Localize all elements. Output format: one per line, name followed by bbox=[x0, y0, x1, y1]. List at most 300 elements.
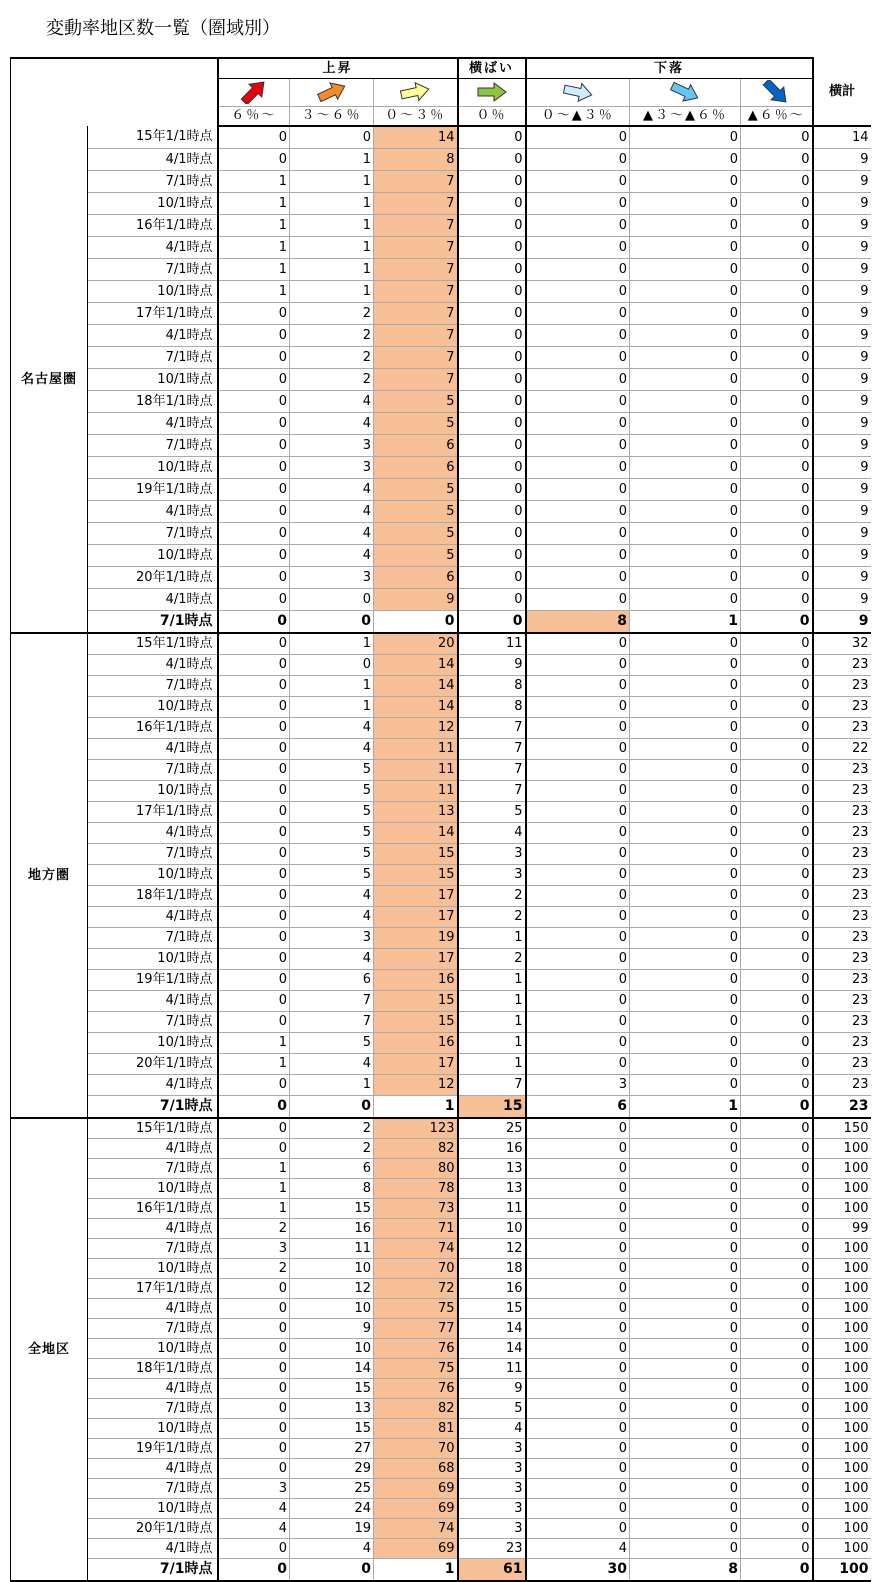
value-cell: 72 bbox=[374, 1278, 458, 1298]
value-cell: 3 bbox=[458, 843, 526, 864]
total-cell: 100 bbox=[813, 1358, 871, 1378]
total-cell: 9 bbox=[813, 214, 871, 236]
table-row bbox=[11, 1238, 871, 1258]
value-cell: 0 bbox=[526, 1258, 630, 1278]
value-cell: 0 bbox=[630, 654, 741, 675]
value-cell: 13 bbox=[458, 1178, 526, 1198]
value-cell: 9 bbox=[458, 654, 526, 675]
value-cell: 3 bbox=[290, 566, 374, 588]
value-cell: 0 bbox=[526, 675, 630, 696]
date-label: 15年1/1時点 bbox=[88, 126, 218, 148]
value-cell: 0 bbox=[630, 1011, 741, 1032]
value-cell: 7 bbox=[374, 258, 458, 280]
value-cell: 0 bbox=[218, 324, 290, 346]
date-label: 7/1時点 bbox=[88, 434, 218, 456]
value-cell: 0 bbox=[218, 566, 290, 588]
arrow-right-icon bbox=[475, 80, 509, 104]
value-cell: 0 bbox=[526, 522, 630, 544]
value-cell: 1 bbox=[290, 148, 374, 170]
date-label: 7/1時点 bbox=[88, 1318, 218, 1338]
value-cell: 0 bbox=[741, 1095, 813, 1118]
value-cell: 0 bbox=[526, 1032, 630, 1053]
date-label: 19年1/1時点 bbox=[88, 969, 218, 990]
value-cell: 4 bbox=[290, 544, 374, 566]
date-label: 10/1時点 bbox=[88, 368, 218, 390]
date-label: 4/1時点 bbox=[88, 1298, 218, 1318]
value-cell: 11 bbox=[458, 1358, 526, 1378]
arrow-header-cell bbox=[290, 78, 374, 106]
date-label: 18年1/1時点 bbox=[88, 390, 218, 412]
value-cell: 77 bbox=[374, 1318, 458, 1338]
value-cell: 5 bbox=[290, 843, 374, 864]
value-cell: 0 bbox=[218, 864, 290, 885]
table-row bbox=[11, 1538, 871, 1558]
value-cell: 0 bbox=[218, 1095, 290, 1118]
header-rise: 上昇 bbox=[218, 58, 458, 78]
value-cell: 2 bbox=[458, 948, 526, 969]
value-cell: 0 bbox=[526, 1458, 630, 1478]
value-cell: 0 bbox=[630, 801, 741, 822]
value-cell: 69 bbox=[374, 1498, 458, 1518]
table-row bbox=[11, 1118, 871, 1138]
value-cell: 8 bbox=[630, 1558, 741, 1581]
value-cell: 24 bbox=[290, 1498, 374, 1518]
value-cell: 0 bbox=[526, 170, 630, 192]
value-cell: 0 bbox=[458, 412, 526, 434]
value-cell: 15 bbox=[290, 1378, 374, 1398]
value-cell: 0 bbox=[741, 192, 813, 214]
range-header: ３～６％ bbox=[290, 106, 374, 126]
value-cell: 15 bbox=[290, 1418, 374, 1438]
total-cell: 23 bbox=[813, 759, 871, 780]
value-cell: 0 bbox=[526, 1218, 630, 1238]
value-cell: 0 bbox=[741, 588, 813, 610]
table-row bbox=[11, 544, 871, 566]
table-row bbox=[11, 302, 871, 324]
value-cell: 0 bbox=[630, 948, 741, 969]
total-cell: 100 bbox=[813, 1458, 871, 1478]
value-cell: 69 bbox=[374, 1538, 458, 1558]
value-cell: 4 bbox=[458, 1418, 526, 1438]
value-cell: 0 bbox=[741, 126, 813, 148]
value-cell: 0 bbox=[458, 126, 526, 148]
value-cell: 15 bbox=[374, 843, 458, 864]
value-cell: 14 bbox=[374, 126, 458, 148]
value-cell: 0 bbox=[218, 302, 290, 324]
value-cell: 0 bbox=[630, 906, 741, 927]
value-cell: 3 bbox=[458, 864, 526, 885]
value-cell: 0 bbox=[630, 1498, 741, 1518]
value-cell: 0 bbox=[630, 412, 741, 434]
value-cell: 0 bbox=[218, 1418, 290, 1438]
date-label: 7/1時点 bbox=[88, 1095, 218, 1118]
value-cell: 0 bbox=[218, 412, 290, 434]
value-cell: 0 bbox=[526, 302, 630, 324]
value-cell: 0 bbox=[630, 1158, 741, 1178]
value-cell: 0 bbox=[630, 1258, 741, 1278]
value-cell: 0 bbox=[741, 214, 813, 236]
table-row bbox=[11, 478, 871, 500]
total-cell: 9 bbox=[813, 148, 871, 170]
total-cell: 100 bbox=[813, 1318, 871, 1338]
total-cell: 23 bbox=[813, 1053, 871, 1074]
value-cell: 0 bbox=[218, 1298, 290, 1318]
value-cell: 71 bbox=[374, 1218, 458, 1238]
value-cell: 0 bbox=[218, 780, 290, 801]
value-cell: 73 bbox=[374, 1198, 458, 1218]
value-cell: 0 bbox=[526, 236, 630, 258]
value-cell: 23 bbox=[458, 1538, 526, 1558]
value-cell: 5 bbox=[290, 780, 374, 801]
value-cell: 27 bbox=[290, 1438, 374, 1458]
value-cell: 0 bbox=[741, 148, 813, 170]
table-row bbox=[11, 927, 871, 948]
table-row bbox=[11, 1178, 871, 1198]
value-cell: 0 bbox=[630, 1218, 741, 1238]
value-cell: 0 bbox=[526, 1478, 630, 1498]
value-cell: 0 bbox=[218, 948, 290, 969]
total-cell: 9 bbox=[813, 302, 871, 324]
table-row bbox=[11, 324, 871, 346]
total-cell: 9 bbox=[813, 368, 871, 390]
value-cell: 0 bbox=[741, 1032, 813, 1053]
value-cell: 6 bbox=[374, 566, 458, 588]
table-row bbox=[11, 522, 871, 544]
value-cell: 0 bbox=[741, 324, 813, 346]
value-cell: 0 bbox=[630, 1298, 741, 1318]
value-cell: 1 bbox=[458, 990, 526, 1011]
value-cell: 0 bbox=[741, 1178, 813, 1198]
value-cell: 0 bbox=[526, 434, 630, 456]
value-cell: 0 bbox=[630, 633, 741, 654]
value-cell: 0 bbox=[218, 1558, 290, 1581]
value-cell: 0 bbox=[526, 1278, 630, 1298]
date-label: 16年1/1時点 bbox=[88, 214, 218, 236]
value-cell: 0 bbox=[741, 1518, 813, 1538]
value-cell: 4 bbox=[290, 390, 374, 412]
value-cell: 0 bbox=[458, 610, 526, 633]
table-row bbox=[11, 390, 871, 412]
total-cell: 9 bbox=[813, 544, 871, 566]
value-cell: 0 bbox=[741, 1238, 813, 1258]
date-label: 7/1時点 bbox=[88, 610, 218, 633]
arrow-up-slight-icon bbox=[398, 80, 432, 104]
value-cell: 0 bbox=[218, 822, 290, 843]
table-row bbox=[11, 969, 871, 990]
value-cell: 0 bbox=[526, 1178, 630, 1198]
date-label: 4/1時点 bbox=[88, 906, 218, 927]
table-row bbox=[11, 148, 871, 170]
value-cell: 69 bbox=[374, 1478, 458, 1498]
table-row bbox=[11, 566, 871, 588]
value-cell: 11 bbox=[374, 759, 458, 780]
value-cell: 4 bbox=[218, 1518, 290, 1538]
value-cell: 9 bbox=[290, 1318, 374, 1338]
value-cell: 0 bbox=[630, 696, 741, 717]
total-cell: 9 bbox=[813, 610, 871, 633]
value-cell: 6 bbox=[374, 434, 458, 456]
value-cell: 76 bbox=[374, 1338, 458, 1358]
value-cell: 0 bbox=[630, 1318, 741, 1338]
date-label: 7/1時点 bbox=[88, 1158, 218, 1178]
value-cell: 1 bbox=[630, 610, 741, 633]
value-cell: 0 bbox=[741, 843, 813, 864]
value-cell: 17 bbox=[374, 948, 458, 969]
value-cell: 3 bbox=[458, 1478, 526, 1498]
value-cell: 0 bbox=[458, 280, 526, 302]
value-cell: 25 bbox=[458, 1118, 526, 1138]
value-cell: 0 bbox=[526, 412, 630, 434]
header-fall: 下落 bbox=[526, 58, 813, 78]
value-cell: 0 bbox=[526, 566, 630, 588]
total-cell: 23 bbox=[813, 864, 871, 885]
table-row bbox=[11, 990, 871, 1011]
arrow-down-steep-icon bbox=[759, 80, 793, 104]
value-cell: 4 bbox=[290, 717, 374, 738]
date-label: 7/1時点 bbox=[88, 346, 218, 368]
value-cell: 1 bbox=[458, 1032, 526, 1053]
table-row bbox=[11, 1318, 871, 1338]
table-row bbox=[11, 1358, 871, 1378]
value-cell: 0 bbox=[741, 696, 813, 717]
value-cell: 14 bbox=[458, 1338, 526, 1358]
total-cell: 100 bbox=[813, 1158, 871, 1178]
value-cell: 4 bbox=[290, 1538, 374, 1558]
table-row bbox=[11, 258, 871, 280]
value-cell: 16 bbox=[458, 1138, 526, 1158]
date-label: 7/1時点 bbox=[88, 1478, 218, 1498]
value-cell: 76 bbox=[374, 1378, 458, 1398]
date-label: 7/1時点 bbox=[88, 759, 218, 780]
table-row bbox=[11, 1158, 871, 1178]
value-cell: 7 bbox=[374, 346, 458, 368]
value-cell: 0 bbox=[218, 1338, 290, 1358]
value-cell: 11 bbox=[374, 780, 458, 801]
region-label: 名古屋圏 bbox=[11, 126, 88, 633]
value-cell: 0 bbox=[218, 675, 290, 696]
table-row bbox=[11, 1032, 871, 1053]
value-cell: 8 bbox=[374, 148, 458, 170]
value-cell: 7 bbox=[374, 302, 458, 324]
value-cell: 3 bbox=[290, 927, 374, 948]
table-row bbox=[11, 1378, 871, 1398]
value-cell: 7 bbox=[458, 780, 526, 801]
value-cell: 4 bbox=[526, 1538, 630, 1558]
value-cell: 1 bbox=[218, 1053, 290, 1074]
arrow-header-cell bbox=[526, 78, 630, 106]
date-label: 16年1/1時点 bbox=[88, 1198, 218, 1218]
table-row bbox=[11, 1438, 871, 1458]
total-cell: 22 bbox=[813, 738, 871, 759]
value-cell: 0 bbox=[741, 1011, 813, 1032]
range-header: ０％ bbox=[458, 106, 526, 126]
value-cell: 0 bbox=[741, 1278, 813, 1298]
value-cell: 0 bbox=[526, 906, 630, 927]
total-cell: 9 bbox=[813, 456, 871, 478]
total-cell: 9 bbox=[813, 236, 871, 258]
table-row bbox=[11, 1498, 871, 1518]
date-label: 7/1時点 bbox=[88, 170, 218, 192]
value-cell: 0 bbox=[741, 456, 813, 478]
table-row bbox=[11, 434, 871, 456]
value-cell: 75 bbox=[374, 1298, 458, 1318]
value-cell: 2 bbox=[458, 885, 526, 906]
date-label: 18年1/1時点 bbox=[88, 885, 218, 906]
value-cell: 0 bbox=[458, 324, 526, 346]
value-cell: 5 bbox=[290, 822, 374, 843]
date-label: 4/1時点 bbox=[88, 1378, 218, 1398]
date-label: 10/1時点 bbox=[88, 192, 218, 214]
total-cell: 9 bbox=[813, 280, 871, 302]
table-row bbox=[11, 654, 871, 675]
value-cell: 1 bbox=[290, 192, 374, 214]
value-cell: 1 bbox=[630, 1095, 741, 1118]
arrow-up-steep-icon bbox=[237, 80, 271, 104]
value-cell: 0 bbox=[458, 588, 526, 610]
value-cell: 0 bbox=[526, 864, 630, 885]
value-cell: 17 bbox=[374, 885, 458, 906]
value-cell: 3 bbox=[218, 1478, 290, 1498]
total-cell: 100 bbox=[813, 1138, 871, 1158]
value-cell: 0 bbox=[526, 148, 630, 170]
date-label: 18年1/1時点 bbox=[88, 1358, 218, 1378]
value-cell: 0 bbox=[630, 1032, 741, 1053]
value-cell: 0 bbox=[218, 1378, 290, 1398]
value-cell: 5 bbox=[374, 500, 458, 522]
value-cell: 0 bbox=[630, 717, 741, 738]
date-label: 4/1時点 bbox=[88, 500, 218, 522]
date-label: 17年1/1時点 bbox=[88, 1278, 218, 1298]
value-cell: 0 bbox=[741, 906, 813, 927]
arrow-header-cell bbox=[630, 78, 741, 106]
value-cell: 1 bbox=[290, 236, 374, 258]
value-cell: 78 bbox=[374, 1178, 458, 1198]
value-cell: 14 bbox=[374, 822, 458, 843]
value-cell: 7 bbox=[374, 170, 458, 192]
range-header: ０～３％ bbox=[374, 106, 458, 126]
value-cell: 1 bbox=[218, 258, 290, 280]
value-cell: 0 bbox=[630, 1178, 741, 1198]
table-row bbox=[11, 1558, 871, 1581]
table-row bbox=[11, 885, 871, 906]
value-cell: 0 bbox=[218, 346, 290, 368]
total-cell: 9 bbox=[813, 346, 871, 368]
arrow-down-icon bbox=[668, 80, 702, 104]
value-cell: 13 bbox=[290, 1398, 374, 1418]
table-row bbox=[11, 1011, 871, 1032]
value-cell: 0 bbox=[458, 434, 526, 456]
value-cell: 15 bbox=[290, 1198, 374, 1218]
total-cell: 32 bbox=[813, 633, 871, 654]
value-cell: 0 bbox=[526, 500, 630, 522]
date-label: 15年1/1時点 bbox=[88, 633, 218, 654]
value-cell: 0 bbox=[218, 544, 290, 566]
date-label: 15年1/1時点 bbox=[88, 1118, 218, 1138]
value-cell: 0 bbox=[741, 675, 813, 696]
value-cell: 17 bbox=[374, 1053, 458, 1074]
value-cell: 0 bbox=[526, 1398, 630, 1418]
value-cell: 0 bbox=[526, 759, 630, 780]
value-cell: 7 bbox=[374, 368, 458, 390]
value-cell: 0 bbox=[218, 522, 290, 544]
value-cell: 0 bbox=[218, 654, 290, 675]
date-label: 4/1時点 bbox=[88, 738, 218, 759]
value-cell: 7 bbox=[374, 214, 458, 236]
total-cell: 100 bbox=[813, 1378, 871, 1398]
total-cell: 23 bbox=[813, 1032, 871, 1053]
value-cell: 0 bbox=[741, 170, 813, 192]
value-cell: 18 bbox=[458, 1258, 526, 1278]
arrow-down-slight-icon bbox=[561, 80, 595, 104]
value-cell: 0 bbox=[458, 148, 526, 170]
value-cell: 0 bbox=[741, 654, 813, 675]
table-row bbox=[11, 126, 871, 148]
total-cell: 100 bbox=[813, 1258, 871, 1278]
value-cell: 0 bbox=[458, 390, 526, 412]
date-label: 20年1/1時点 bbox=[88, 1053, 218, 1074]
header-corner bbox=[11, 58, 218, 126]
value-cell: 0 bbox=[218, 126, 290, 148]
value-cell: 0 bbox=[218, 390, 290, 412]
date-label: 10/1時点 bbox=[88, 864, 218, 885]
value-cell: 0 bbox=[218, 843, 290, 864]
date-label: 7/1時点 bbox=[88, 927, 218, 948]
value-cell: 0 bbox=[526, 588, 630, 610]
value-cell: 0 bbox=[741, 566, 813, 588]
date-label: 19年1/1時点 bbox=[88, 1438, 218, 1458]
value-cell: 0 bbox=[741, 1298, 813, 1318]
date-label: 4/1時点 bbox=[88, 588, 218, 610]
value-cell: 6 bbox=[290, 1158, 374, 1178]
value-cell: 0 bbox=[741, 1074, 813, 1095]
value-cell: 0 bbox=[218, 1074, 290, 1095]
value-cell: 0 bbox=[741, 610, 813, 633]
value-cell: 20 bbox=[374, 633, 458, 654]
value-cell: 0 bbox=[526, 948, 630, 969]
value-cell: 13 bbox=[374, 801, 458, 822]
value-cell: 0 bbox=[526, 280, 630, 302]
value-cell: 11 bbox=[290, 1238, 374, 1258]
date-label: 7/1時点 bbox=[88, 843, 218, 864]
table-row bbox=[11, 1298, 871, 1318]
value-cell: 0 bbox=[741, 1478, 813, 1498]
date-label: 10/1時点 bbox=[88, 948, 218, 969]
value-cell: 5 bbox=[374, 522, 458, 544]
value-cell: 1 bbox=[218, 1158, 290, 1178]
value-cell: 0 bbox=[630, 1478, 741, 1498]
table-row bbox=[11, 236, 871, 258]
value-cell: 14 bbox=[374, 675, 458, 696]
value-cell: 0 bbox=[741, 236, 813, 258]
value-cell: 14 bbox=[458, 1318, 526, 1338]
value-cell: 75 bbox=[374, 1358, 458, 1378]
date-label: 10/1時点 bbox=[88, 1258, 218, 1278]
value-cell: 0 bbox=[526, 1158, 630, 1178]
date-label: 10/1時点 bbox=[88, 456, 218, 478]
total-cell: 150 bbox=[813, 1118, 871, 1138]
date-label: 10/1時点 bbox=[88, 1338, 218, 1358]
value-cell: 3 bbox=[290, 434, 374, 456]
date-label: 4/1時点 bbox=[88, 236, 218, 258]
range-header: ▲６％～ bbox=[741, 106, 813, 126]
date-label: 7/1時点 bbox=[88, 1238, 218, 1258]
total-cell: 99 bbox=[813, 1218, 871, 1238]
total-cell: 100 bbox=[813, 1498, 871, 1518]
table-row bbox=[11, 1418, 871, 1438]
value-cell: 0 bbox=[741, 302, 813, 324]
total-cell: 23 bbox=[813, 822, 871, 843]
value-cell: 0 bbox=[630, 324, 741, 346]
